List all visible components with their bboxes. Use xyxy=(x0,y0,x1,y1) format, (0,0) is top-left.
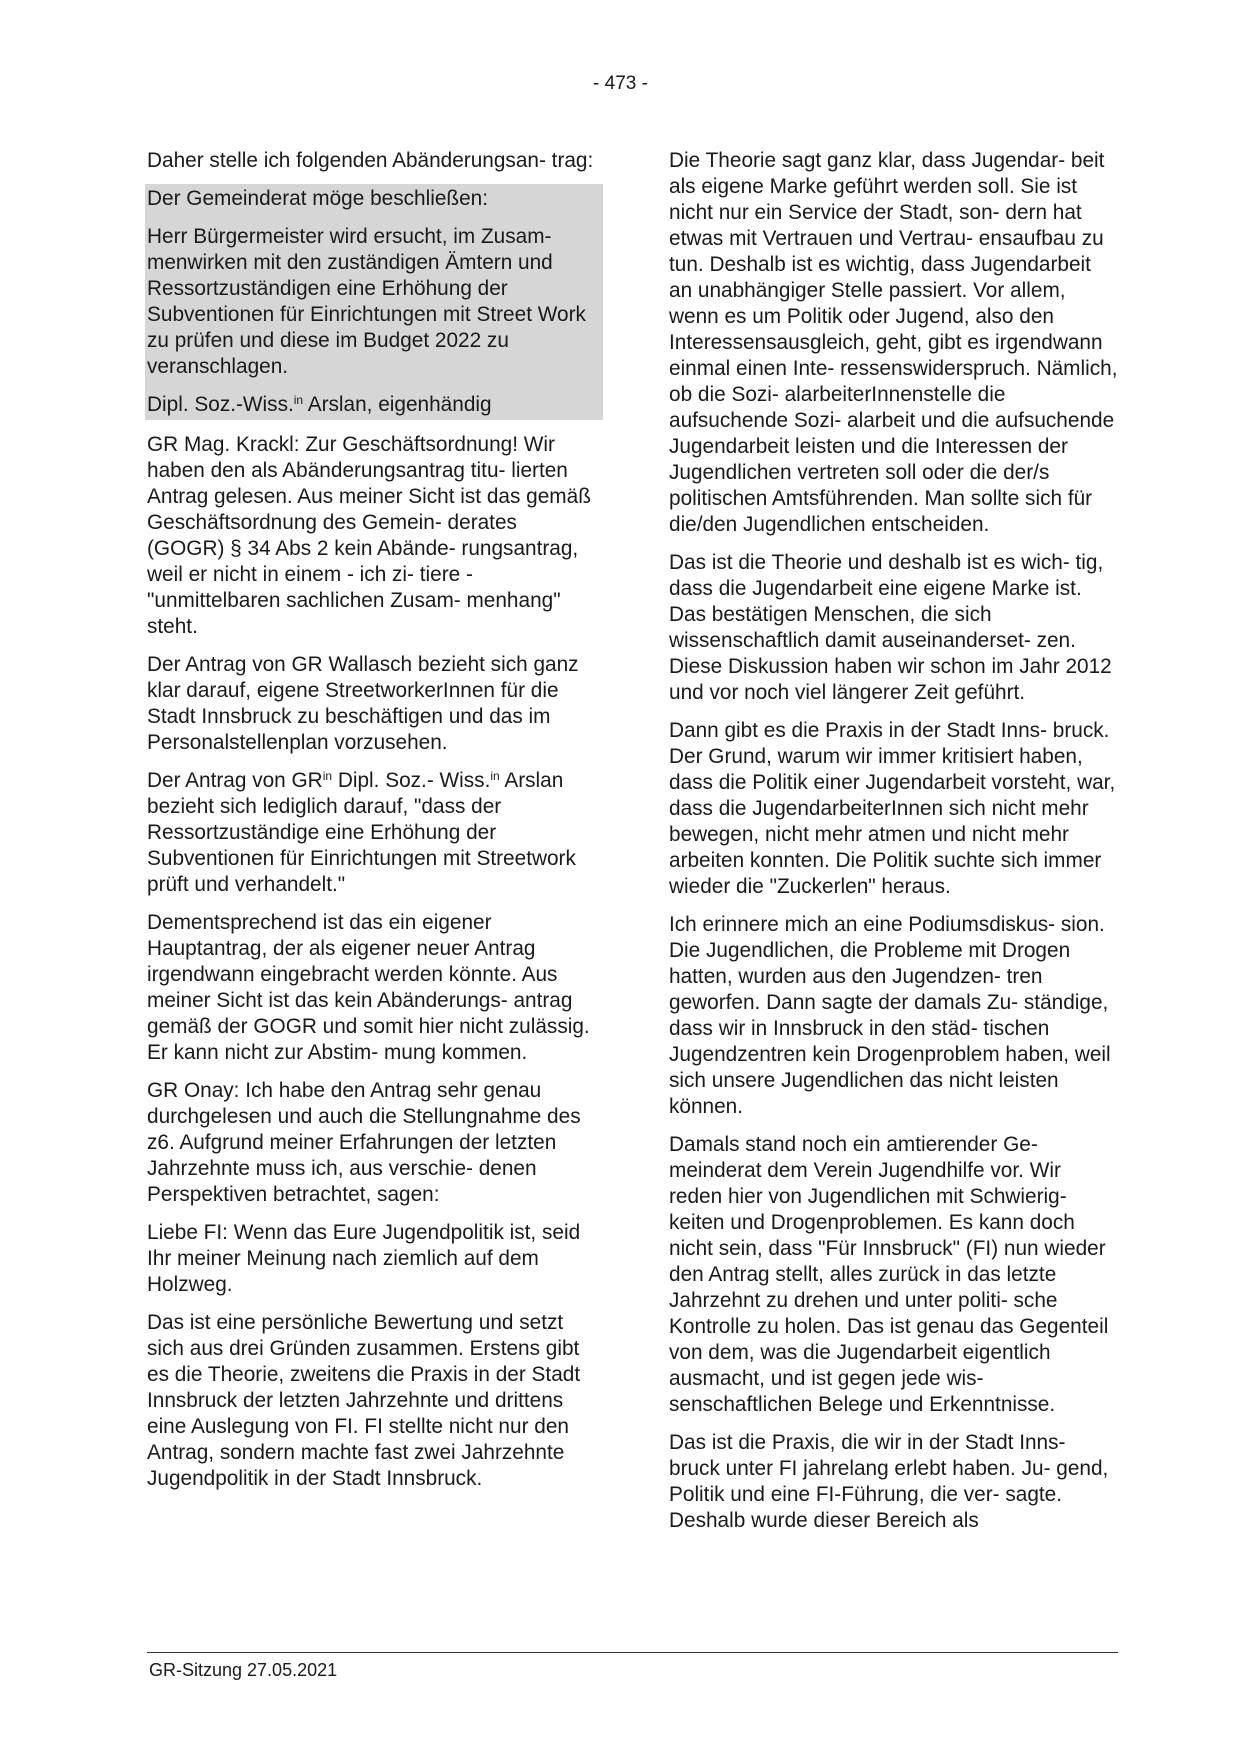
paragraph-theory: Die Theorie sagt ganz klar, dass Jugendar- beit als eigene Marke geführt werden soll. Sie ist nicht nur ein Service der Stadt, son- dern hat etwas mit Vertrauen und Vertrau- ensaufbau zu tun. Deshalb ist es wichtig, dass Jugendarbeit an unabhängiger Stelle passiert. Vor allem, wenn es um Politik oder Jugend, also den Interessensausgleich, geht, gibt es irgendwann einmal einen Inte- ressenswiderspruch. Nämlich, ob die Sozi- alarbeiterInnenstelle die aufsuchende Sozi- alarbeit und die aufsuchende Jugendarbeit leisten und die Interessen der Jugendlichen vertreten soll oder die der/s politischen Amtsführenden. Man sollte sich für die/den Jugendlichen entscheiden. xyxy=(669,149,1118,536)
motion-signature: Dipl. Soz.-Wiss.$^{in}$ Arslan, eigenhändig xyxy=(147,393,492,416)
paragraph-onay: GR Onay: Ich habe den Antrag sehr genau durchgelesen und auch die Stellungnahme des z6. Aufgrund meiner Erfahrungen der letzten Jahrzehnte muss ich, aus verschie- denen Perspektiven betrachtet, sagen: xyxy=(147,1079,581,1206)
footer-session-date: GR-Sitzung 27.05.2021 xyxy=(149,1660,338,1680)
left-column xyxy=(147,148,597,1504)
intro-paragraph: Daher stelle ich folgenden Abänderungsan- trag: xyxy=(147,149,594,172)
paragraph-arslan-motion: Der Antrag von $GR^{in}$ Dipl. Soz.- Wiss.$^{in}$ Arslan bezieht sich lediglich darauf, "dass der Ressortzuständige eine Erhöhung der Subventionen für Einrichtungen mit Streetwork prüft und verhandelt." xyxy=(147,769,576,896)
paragraph-podium: Ich erinnere mich an eine Podiumsdiskus- sion. Die Jugendlichen, die Probleme mit Drogen hatten, wurden aus den Jugendzen- tren geworfen. Dann sagte der damals Zu- ständige, dass wir in Innsbruck in den städ- tischen Jugendzentren kein Drogenproblem haben, weil sich unsere Jugendlichen das nicht leisten können. xyxy=(669,913,1111,1118)
paragraph-practice: Dann gibt es die Praxis in der Stadt Inns- bruck. Der Grund, warum wir immer kritisiert haben, dass die Politik einer Jugendarbeit vorsteht, war, dass die JugendarbeiterInnen sich nicht mehr bewegen, nicht mehr atmen und nicht mehr arbeiten konnten. Die Politik suchte sich immer wieder die "Zuckerlen" heraus. xyxy=(669,719,1116,898)
paragraph-brand: Das ist die Theorie und deshalb ist es wich- tig, dass die Jugendarbeit eine eigene Marke ist. Das bestätigen Menschen, die sich wissenschaftlich damit auseinanderset- zen. Diese Diskussion haben wir schon im Jahr 2012 und vor noch viel längerer Zeit geführt. xyxy=(669,551,1112,704)
paragraph-fi: Liebe FI: Wenn das Eure Jugendpolitik ist, seid Ihr meiner Meinung nach ziemlich auf dem Holzweg. xyxy=(147,1221,581,1296)
page-number: - 473 - xyxy=(593,73,648,94)
footer-divider xyxy=(147,1652,1118,1653)
motion-body: Herr Bürgermeister wird ersucht, im Zusam- menwirken mit den zuständigen Ämtern und Ressortzuständigen eine Erhöhung der Subventionen für Einrichtungen mit Street Work zu prüfen und diese im Budget 2022 zu veranschlagen. xyxy=(147,225,586,378)
right-column xyxy=(669,148,1119,1546)
paragraph-krackl: GR Mag. Krackl: Zur Geschäftsordnung! Wir haben den als Abänderungsantrag titu- lierten Antrag gelesen. Aus meiner Sicht ist das gemäß Geschäftsordnung des Gemein- derates (GOGR) § 34 Abs 2 kein Abände- rungsantrag, weil er nicht in einem - ich zi- tiere - "unmittelbaren sachlichen Zusam- menhang" steht. xyxy=(147,433,591,638)
paragraph-reasons: Das ist eine persönliche Bewertung und setzt sich aus drei Gründen zusammen. Erstens gibt es die Theorie, zweitens die Praxis in der Stadt Innsbruck der letzten Jahrzehnte und drittens eine Auslegung von FI. FI stellte nicht nur den Antrag, sondern machte fast zwei Jahrzehnte Jugendpolitik in der Stadt Innsbruck. xyxy=(147,1311,581,1490)
motion-heading: Der Gemeinderat möge beschließen: xyxy=(147,187,489,210)
paragraph-verein: Damals stand noch ein amtierender Ge- meinderat dem Verein Jugendhilfe vor. Wir reden hier von Jugendlichen mit Schwierig- keiten und Drogenproblemen. Es kann doch nicht sein, dass "Für Innsbruck" (FI) nun wieder den Antrag stellt, alles zurück in das letzte Jahrzehnt zu drehen und unter politi- sche Kontrolle zu holen. Das ist genau das Gegenteil von dem, was die Jugendarbeit eigentlich ausmacht, und ist gegen jede wis- senschaftlichen Belege und Erkenntnisse. xyxy=(669,1133,1109,1416)
paragraph-main-motion: Dementsprechend ist das ein eigener Hauptantrag, der als eigener neuer Antrag irgendwann eingebracht werden könnte. Aus meiner Sicht ist das kein Abänderungs- antrag gemäß der GOGR und somit hier nicht zulässig. Er kann nicht zur Abstim- mung kommen. xyxy=(147,911,590,1064)
motion-box xyxy=(145,184,603,420)
paragraph-wallasch-motion: Der Antrag von GR Wallasch bezieht sich ganz klar darauf, eigene StreetworkerInnen für die Stadt Innsbruck zu beschäftigen und das im Personalstellenplan vorzusehen. xyxy=(147,653,579,754)
paragraph-fi-practice: Das ist die Praxis, die wir in der Stadt Inns- bruck unter FI jahrelang erlebt haben. Ju- gend, Politik und eine FI-Führung, die ver- sagte. Deshalb wurde dieser Bereich als xyxy=(669,1431,1109,1532)
